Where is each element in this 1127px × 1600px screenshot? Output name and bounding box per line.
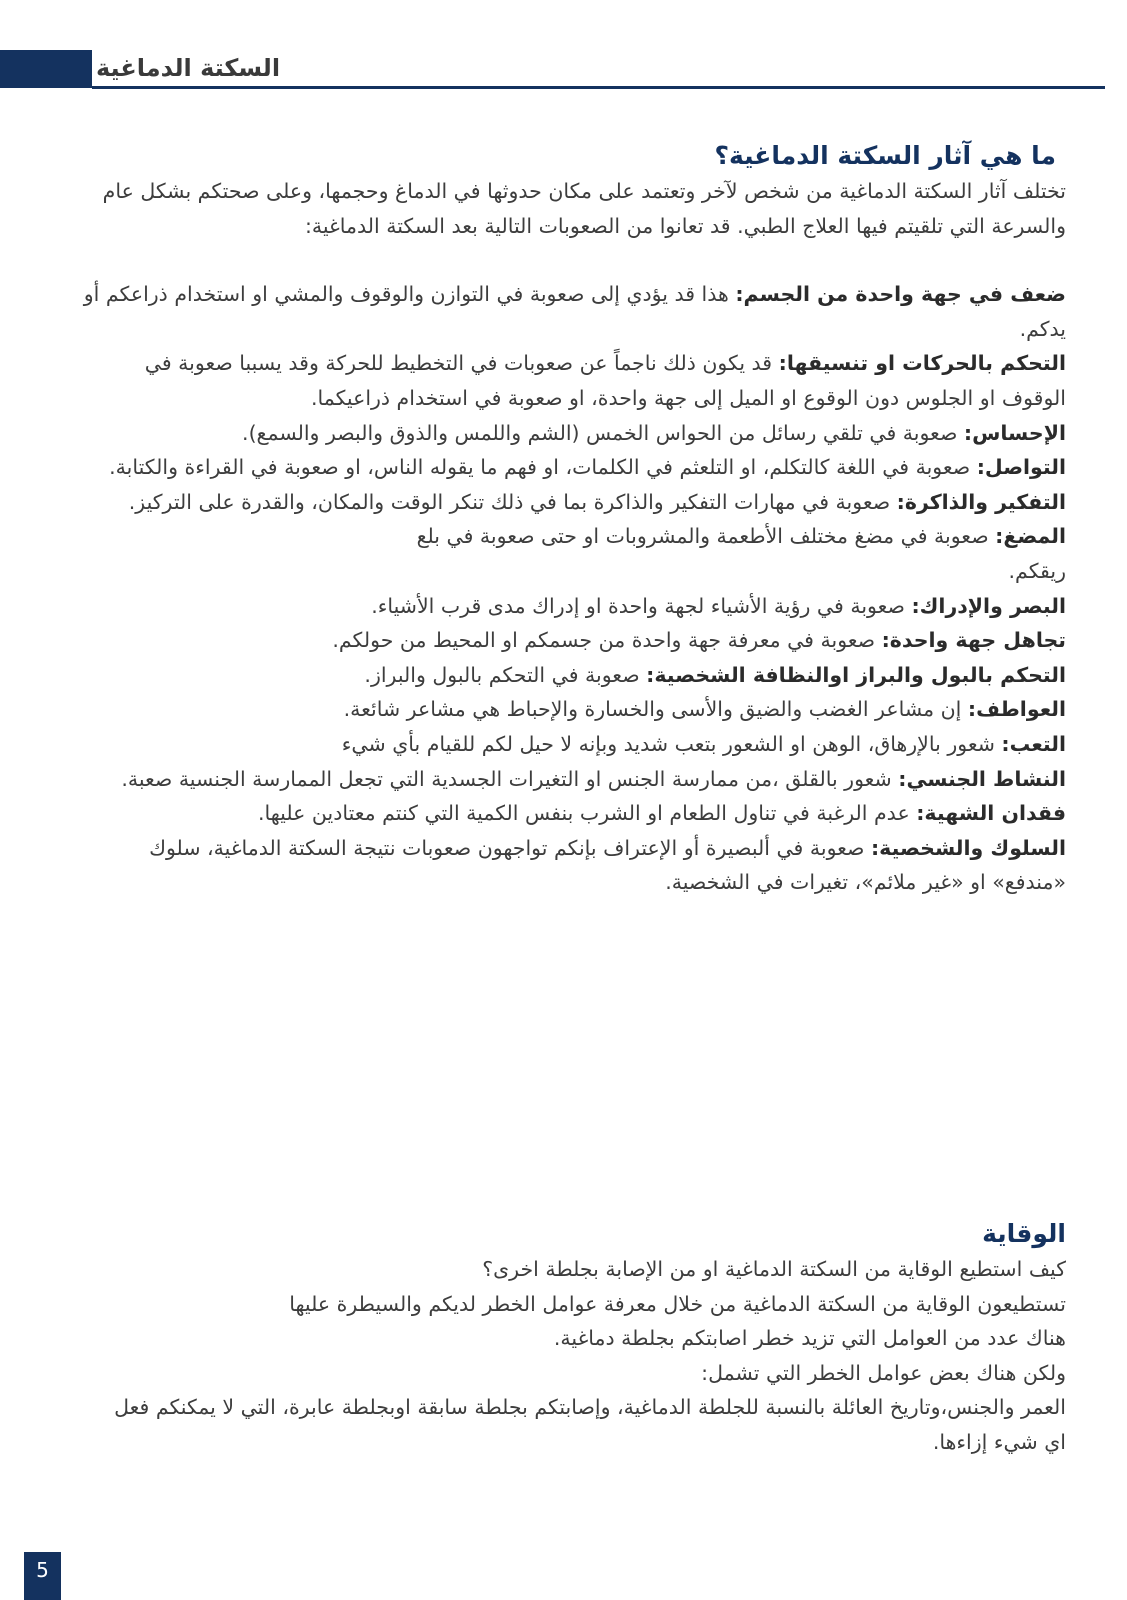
effect-desc: صعوبة في مهارات التفكير والذاكرة بما في ذلك تنكر الوقت والمكان، والقدرة على التركيز.	[128, 489, 897, 514]
header-divider	[92, 86, 1105, 89]
effect-item	[70, 796, 1066, 831]
effect-term: العواطف:	[967, 697, 1066, 722]
effect-desc: عدم الرغبة في تناول الطعام او الشرب بنفس الكمية التي كنتم معتادين عليها.	[257, 801, 917, 826]
effect-desc: صعوبة في اللغة كالتكلم، او التلعثم في الكلمات، او فهم ما يقوله الناس، او صعوبة في القراءة والكتابة.	[109, 455, 977, 480]
effect-item	[70, 623, 1066, 658]
prevention-paragraph: هناك عدد من العوامل التي تزيد خطر اصابتكم بجلطة دماغية.	[553, 1326, 1066, 1351]
effect-desc: قد يكون ذلك ناجماً عن صعوبات في التخطيط للحركة وقد يسببا صعوبة في الوقوف او الجلوس دون الوقوع او الميل إلى جهة واحدة، او صعوبة في استخدام ذراعيكما.	[144, 351, 1066, 410]
effect-desc: صعوبة في تلقي رسائل من الحواس الخمس (الشم واللمس والذوق والبصر والسمع).	[242, 420, 964, 445]
header-accent-bar	[0, 50, 92, 88]
prevention-paragraph: العمر والجنس،وتاريخ العائلة بالنسبة للجلطة الدماغية، وإصابتكم بجلطة سابقة اوبجلطة عابرة، التي لا يمكنكم فعل اي شيء إزاءها.	[114, 1395, 1066, 1454]
effect-item	[70, 831, 1066, 900]
effect-item	[70, 277, 1066, 346]
effect-term: ضعف في جهة واحدة من الجسم:	[735, 282, 1066, 307]
effect-desc: شعور بالإرهاق، الوهن او الشعور بتعب شديد وبإنه لا حيل لكم للقيام بأي شيء	[341, 731, 1002, 756]
effect-term: تجاهل جهة واحدة:	[881, 628, 1066, 653]
page-number: 5	[24, 1552, 61, 1600]
effect-item	[70, 658, 1066, 693]
effect-item	[70, 519, 1066, 588]
effect-item	[70, 485, 1066, 520]
section-heading-prevention: الوقاية	[982, 1219, 1066, 1248]
effect-item	[70, 762, 1066, 797]
prevention-question: كيف استطيع الوقاية من السكتة الدماغية او من الإصابة بجلطة اخرى؟	[482, 1257, 1066, 1281]
effect-desc: هذا قد يؤدي إلى صعوبة في التوازن والوقوف والمشي او استخدام ذراعكم أو يدكم.	[83, 282, 1066, 341]
effect-item	[70, 450, 1066, 485]
effect-desc: صعوبة في التحكم بالبول والبراز.	[364, 662, 647, 687]
effect-term: البصر والإدراك:	[911, 593, 1066, 618]
prevention-paragraph: ولكن هناك بعض عوامل الخطر التي تشمل:	[701, 1360, 1066, 1385]
effect-item	[70, 589, 1066, 624]
effects-section	[70, 138, 1066, 900]
effects-list	[70, 277, 1066, 900]
effect-desc: إن مشاعر الغضب والضيق والأسى والخسارة والإحباط هي مشاعر شائعة.	[343, 697, 968, 722]
effect-term: فقدان الشهية:	[916, 801, 1066, 826]
effect-desc: شعور بالقلق ،من ممارسة الجنس او التغيرات الجسدية التي تجعل الممارسة الجنسية صعبة.	[121, 766, 899, 791]
effect-term: المضغ:	[995, 524, 1066, 549]
effect-term: التعب:	[1001, 731, 1066, 756]
effect-item	[70, 416, 1066, 451]
prevention-paragraph: تستطيعون الوقاية من السكتة الدماغية من خلال معرفة عوامل الخطر لديكم والسيطرة عليها	[289, 1291, 1066, 1316]
section-heading-effects: ما هي آثار السكتة الدماغية؟	[714, 141, 1056, 170]
spacer	[70, 243, 1066, 277]
effect-desc: صعوبة في مضغ مختلف الأطعمة والمشروبات او حتى صعوبة في بلع ريقكم.	[416, 524, 1066, 583]
effect-term: التحكم بالحركات او تنسيقها:	[778, 351, 1066, 376]
effect-term: الإحساس:	[963, 420, 1066, 445]
effect-item	[70, 727, 1066, 762]
intro-paragraph: تختلف آثار السكتة الدماغية من شخص لآخر وتعتمد على مكان حدوثها في الدماغ وحجمها، وعلى صحتكم بشكل عام والسرعة التي تلقيتم فيها العلاج الطبي. قد تعانوا من الصعوبات التالية بعد السكتة الدماغية:	[102, 179, 1066, 238]
effect-desc: صعوبة في معرفة جهة واحدة من جسمكم او المحيط من حولكم.	[332, 628, 882, 653]
running-header-title: السكتة الدماغية	[96, 54, 281, 82]
prevention-section	[70, 1216, 1066, 1460]
effect-item	[70, 346, 1066, 415]
effect-term: النشاط الجنسي:	[898, 766, 1066, 791]
effect-term: التواصل:	[976, 455, 1066, 480]
effect-desc: صعوبة في رؤية الأشياء لجهة واحدة او إدراك مدى قرب الأشياء.	[371, 593, 912, 618]
effect-item	[70, 692, 1066, 727]
effect-desc: صعوبة في ألبصيرة أو الإعتراف بإنكم تواجهون صعوبات نتيجة السكتة الدماغية، سلوك «مندفع» او «غير ملائم»، تغيرات في الشخصية.	[149, 835, 1066, 895]
effect-term: السلوك والشخصية:	[870, 835, 1066, 860]
effect-term: التفكير والذاكرة:	[896, 489, 1066, 514]
effect-term: التحكم بالبول والبراز اوالنظافة الشخصية:	[646, 662, 1066, 687]
